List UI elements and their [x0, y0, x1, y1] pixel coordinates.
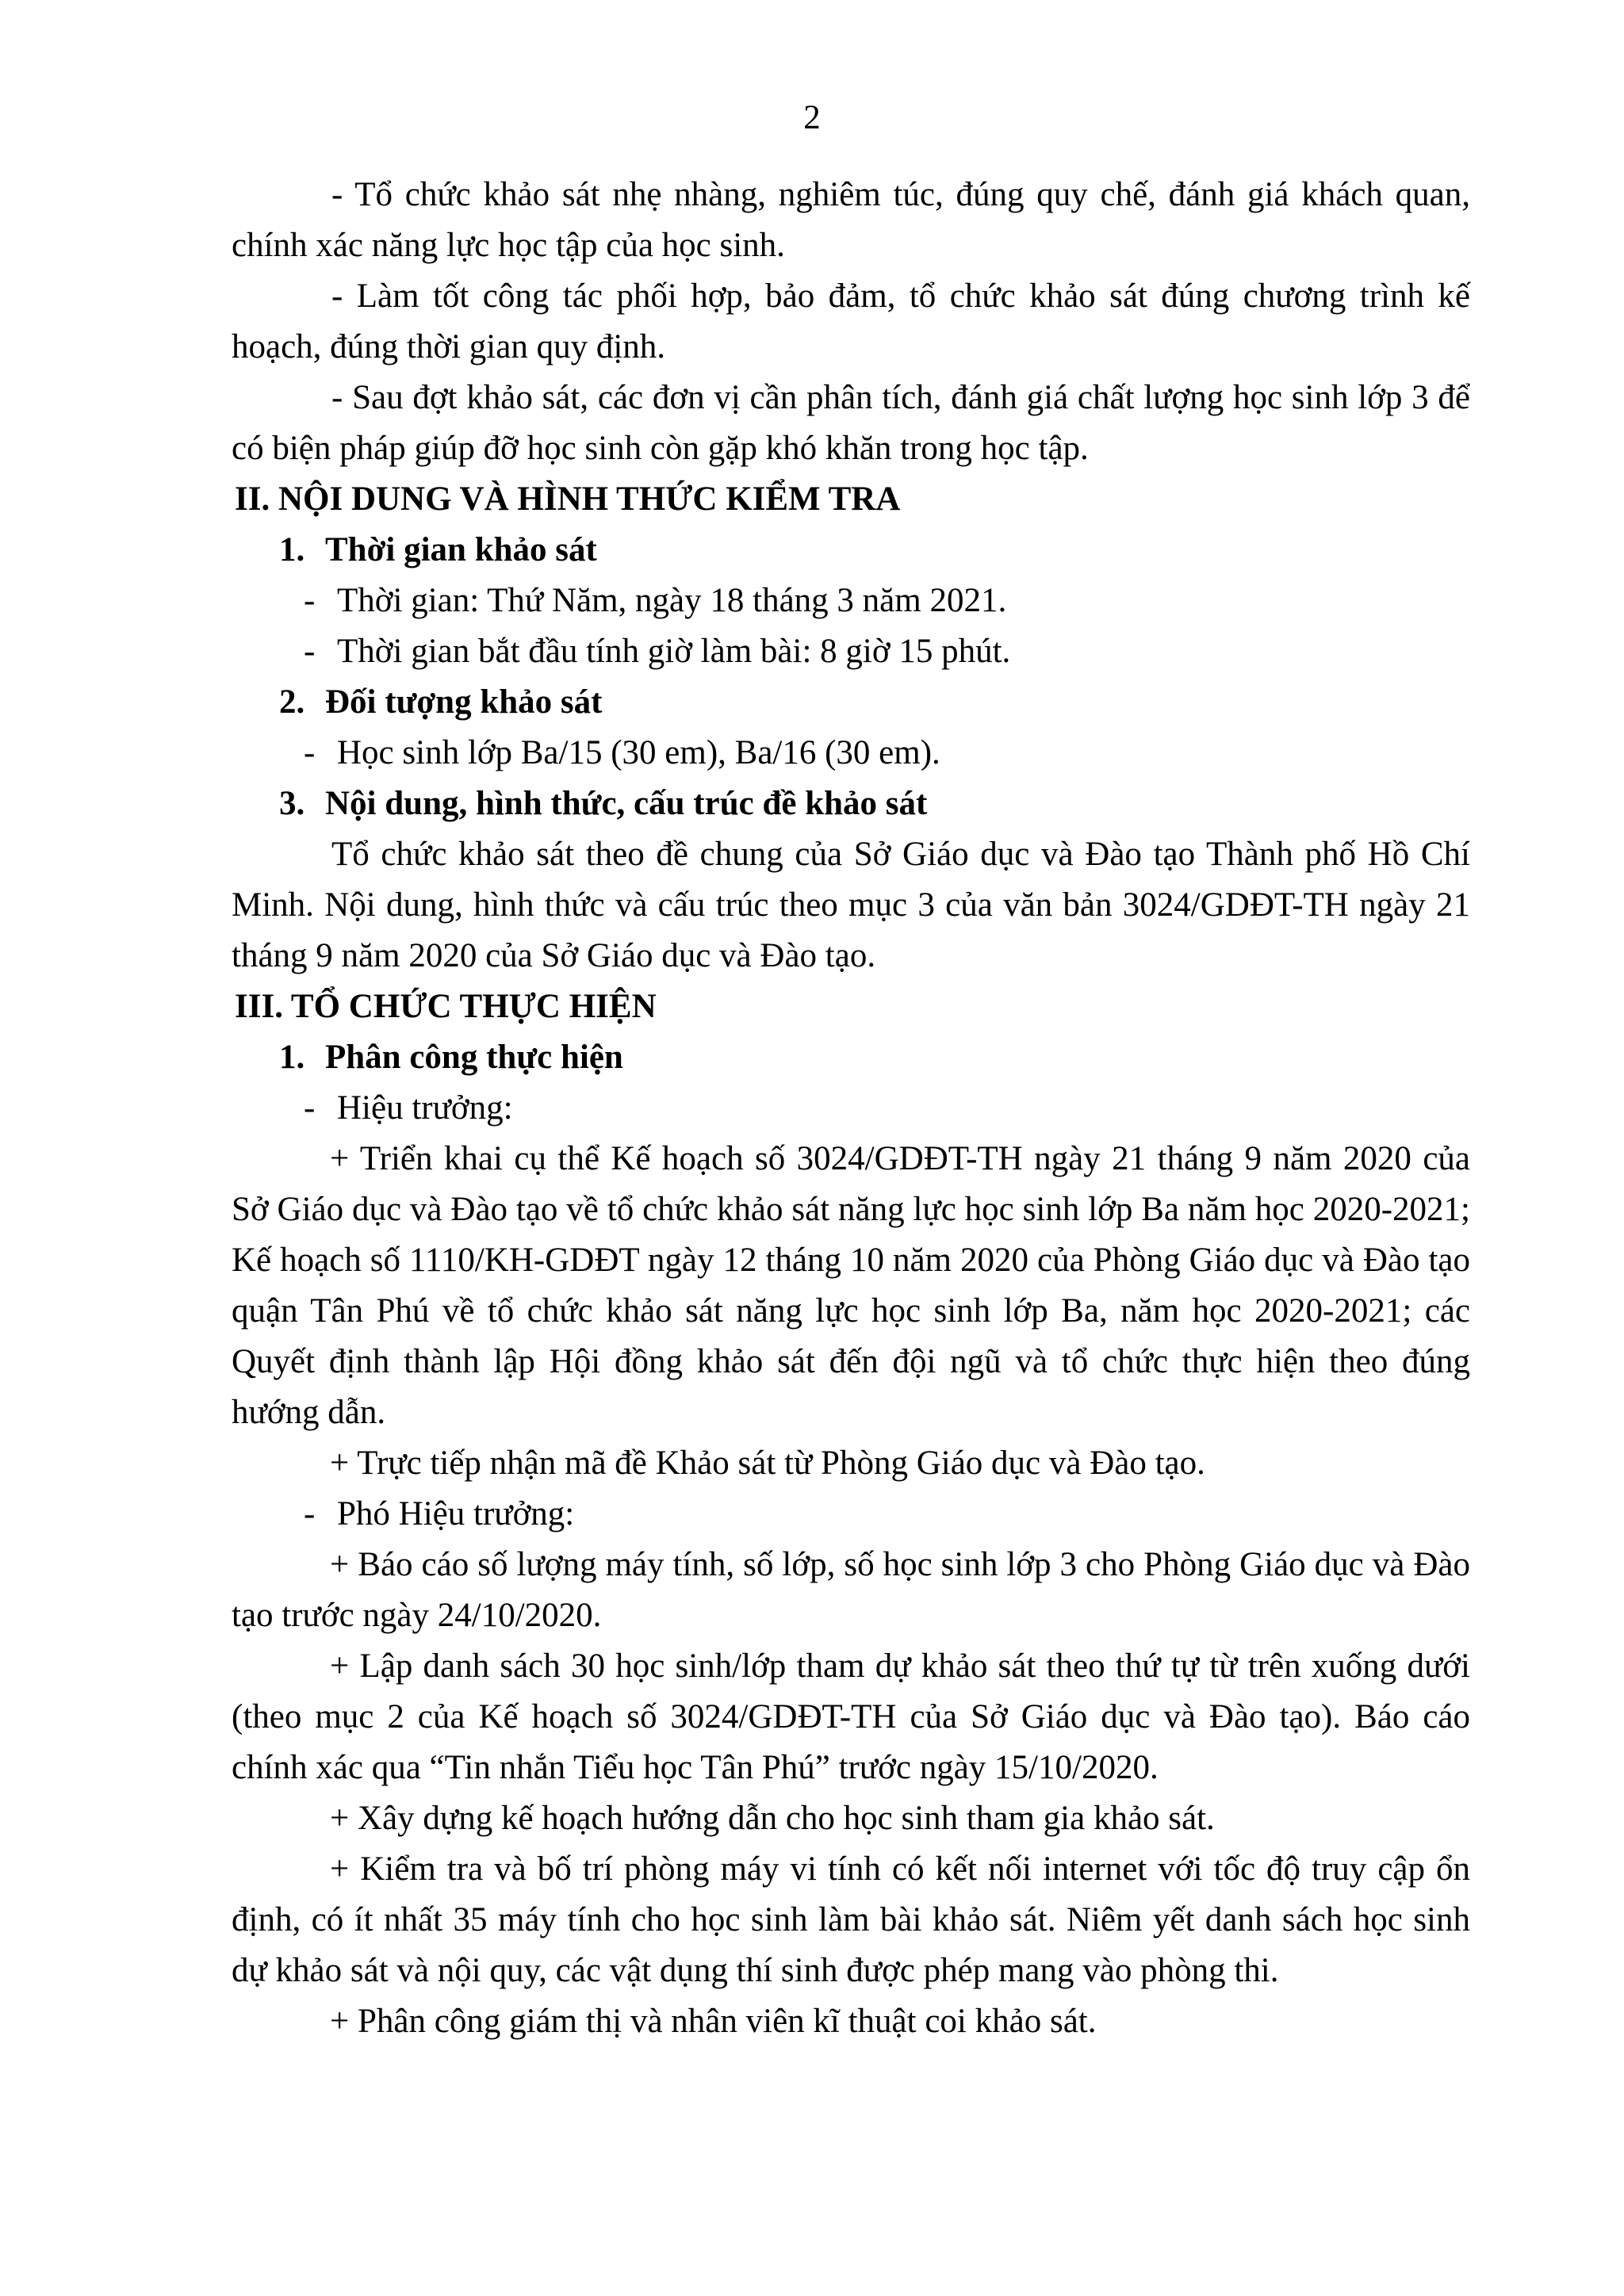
- section-heading-content-form: II. NỘI DUNG VÀ HÌNH THỨC KIỂM TRA: [235, 480, 901, 518]
- list-item: - Thời gian bắt đầu tính giờ làm bài: 8 giờ 15 phút.: [304, 633, 1011, 670]
- task-item: + Triển khai cụ thể Kế hoạch số 3024/GDĐT-TH ngày 21 tháng 9 năm 2020 của Sở Giáo dục và Đào tạo về tổ chức khảo sát năng lực học sinh lớp Ba năm học 2020-2021; Kế hoạch số 1110/KH-GDĐT ngày 12 tháng 10 năm 2020 của Phòng Giáo dục và Đào tạo quận Tân Phú về tổ chức khảo sát năng lực học sinh lớp Ba, năm học 2020-2021; các Quyết định thành lập Hội đồng khảo sát đến đội ngũ và tổ chức thực hiện theo đúng hướng dẫn.: [232, 1140, 1470, 1431]
- subheading-survey-time: [232, 525, 1470, 576]
- subheading-number: 3.: [279, 785, 305, 822]
- page-number: 2: [803, 99, 821, 136]
- role-label: Hiệu trưởng:: [337, 1089, 513, 1127]
- subheading-title: Đối tượng khảo sát: [325, 683, 603, 721]
- subheading-number: 1.: [279, 531, 305, 568]
- subheading-title: Nội dung, hình thức, cấu trúc đề khảo sát: [325, 785, 928, 822]
- subheading-title: Thời gian khảo sát: [325, 531, 597, 568]
- subheading-survey-structure: [232, 779, 1470, 829]
- subheading-title: Phân công thực hiện: [325, 1039, 623, 1076]
- list-item-vice-principal: - Phó Hiệu trưởng:: [304, 1495, 575, 1533]
- list-item: - Thời gian: Thứ Năm, ngày 18 tháng 3 năm 2021.: [304, 582, 1007, 619]
- subheading-assignment: [232, 1032, 1470, 1083]
- list-item-principal: - Hiệu trưởng:: [304, 1089, 513, 1127]
- subheading-number: 1.: [279, 1039, 305, 1076]
- subheading-number: 2.: [279, 683, 305, 721]
- task-item: + Phân công giám thị và nhân viên kĩ thuật coi khảo sát.: [330, 2003, 1097, 2040]
- subheading-survey-subjects: [232, 677, 1470, 728]
- task-item: + Lập danh sách 30 học sinh/lớp tham dự khảo sát theo thứ tự từ trên xuống dưới (theo mục 2 của Kế hoạch số 3024/GDĐT-TH của Sở Giáo dục và Đào tạo). Báo cáo chính xác qua “Tin nhắn Tiểu học Tân Phú” trước ngày 15/10/2020.: [232, 1647, 1470, 1786]
- section-heading-implementation: III. TỔ CHỨC THỰC HIỆN: [235, 988, 657, 1025]
- document-body: [232, 170, 1470, 2047]
- paragraph-objective-1: - Tổ chức khảo sát nhẹ nhàng, nghiêm túc, đúng quy chế, đánh giá khách quan, chính xác năng lực học tập của học sinh.: [232, 176, 1470, 264]
- task-item: + Trực tiếp nhận mã đề Khảo sát từ Phòng Giáo dục và Đào tạo.: [330, 1445, 1205, 1482]
- paragraph-objective-3: - Sau đợt khảo sát, các đơn vị cần phân tích, đánh giá chất lượng học sinh lớp 3 để có biện pháp giúp đỡ học sinh còn gặp khó khăn trong học tập.: [232, 379, 1470, 467]
- paragraph-survey-structure: Tổ chức khảo sát theo đề chung của Sở Giáo dục và Đào tạo Thành phố Hồ Chí Minh. Nội dung, hình thức và cấu trúc theo mục 3 của văn bản 3024/GDĐT-TH ngày 21 tháng 9 năm 2020 của Sở Giáo dục và Đào tạo.: [232, 836, 1470, 974]
- task-item: + Báo cáo số lượng máy tính, số lớp, số học sinh lớp 3 cho Phòng Giáo dục và Đào tạo trước ngày 24/10/2020.: [232, 1546, 1470, 1634]
- task-item: + Xây dựng kế hoạch hướng dẫn cho học sinh tham gia khảo sát.: [330, 1800, 1215, 1837]
- role-label: Phó Hiệu trưởng:: [337, 1495, 575, 1533]
- list-item-text: Thời gian bắt đầu tính giờ làm bài: 8 giờ 15 phút.: [337, 633, 1011, 670]
- list-item-text: Thời gian: Thứ Năm, ngày 18 tháng 3 năm 2021.: [337, 582, 1007, 619]
- paragraph-objective-2: - Làm tốt công tác phối hợp, bảo đảm, tổ chức khảo sát đúng chương trình kế hoạch, đúng thời gian quy định.: [232, 277, 1470, 365]
- list-item: - Học sinh lớp Ba/15 (30 em), Ba/16 (30 em).: [304, 734, 940, 771]
- task-item: + Kiểm tra và bố trí phòng máy vi tính có kết nối internet với tốc độ truy cập ổn định, có ít nhất 35 máy tính cho học sinh làm bài khảo sát. Niêm yết danh sách học sinh dự khảo sát và nội quy, các vật dụng thí sinh được phép mang vào phòng thi.: [232, 1850, 1470, 1989]
- list-item-text: Học sinh lớp Ba/15 (30 em), Ba/16 (30 em).: [337, 734, 940, 771]
